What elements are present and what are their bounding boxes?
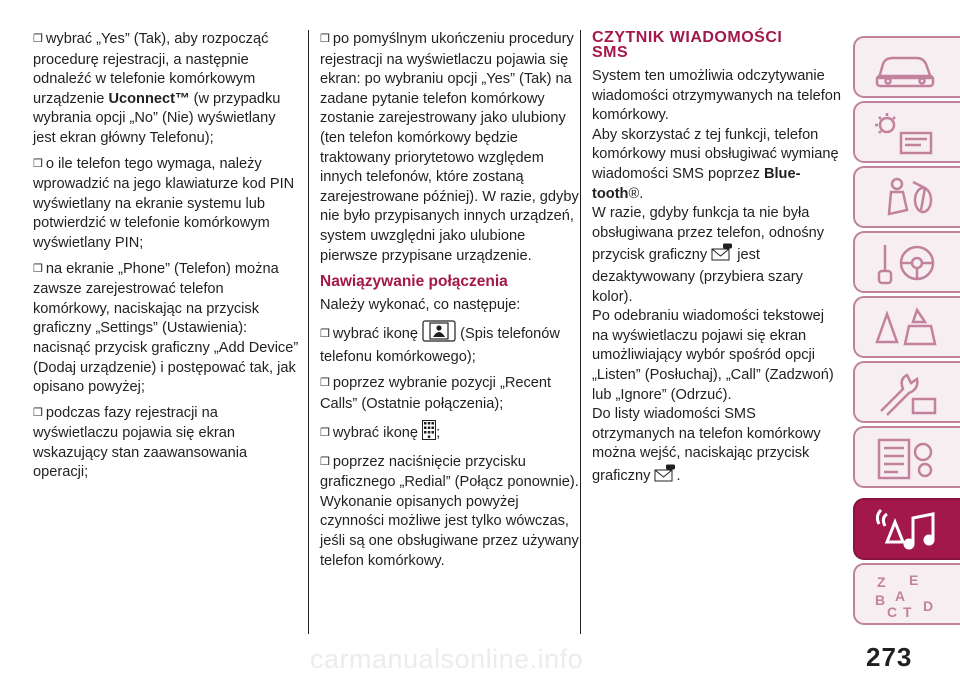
paragraph: Należy wykonać, co następuje: [320, 297, 521, 314]
paragraph: W razie, gdyby funkcja ta nie była obsługiwana przez telefon, odnośny przycisk graficzny jest dezaktywowany (przybiera szary kolor). [592, 205, 825, 305]
sms-envelope-icon [654, 464, 676, 489]
warning-triangle-icon [873, 306, 943, 352]
bullet-icon: ❒ [320, 327, 330, 340]
warning-lights-icon [873, 111, 943, 157]
svg-text:A: A [895, 588, 906, 604]
chapter-tab-starting[interactable] [853, 231, 960, 293]
section-heading-calling: Nawiązywanie połączenia [320, 273, 508, 291]
list-item: ❒ wybrać „Yes” (Tak), aby rozpocząć procedurę rejestracji, a następnie odnaleźć w telefonie komórkowym urządzenie Uconnect™ (w przypadku wybrania opcji „No” (Nie) wyświetlany jest ekran główny Telefonu); [33, 31, 281, 146]
svg-text:E: E [909, 573, 919, 588]
paragraph: Wykonanie opisanych powyżej czynności możliwe jest tylko wówczas, jeśli są one obsługiwane przez używany telefon komórkowy. [320, 493, 579, 569]
page-number: 273 [866, 642, 913, 672]
wrench-icon [873, 371, 943, 417]
chapter-tab-emergency[interactable] [853, 296, 960, 358]
svg-text:T: T [903, 604, 912, 619]
list-item: ❒ o ile telefon tego wymaga, należy wprowadzić na jego klawiaturze kod PIN wyświetlany na ekranie systemu lub potwierdzić w telefonie komórkowym wyświetlany PIN; [33, 155, 295, 251]
list-item: ❒ po pomyślnym ukończeniu procedury rejestracji na wyświetlaczu pojawia się ekran: po wybraniu opcji „Yes” (Tak) na zadane pytanie telefon komórkowy zostanie zarejestrowany jako ulubiony (ten telefon komórkowy będzie traktowany priorytetowo względem innych telefonów, które zostaną zarejestrowane później). W razie, gdyby nie było przypisanych innych urządzeń, system uwzględni jako ulubione pierwsze przypisane urządzenie. [320, 31, 579, 264]
text-column-2 [320, 30, 582, 571]
bullet-icon: ❒ [33, 262, 43, 275]
bullet-icon: ❒ [33, 33, 43, 45]
list-item: ❒ podczas fazy rejestracji na wyświetlaczu pojawia się ekran wskazujący stan zaawansowania operacji; [33, 404, 248, 481]
bullet-icon: ❒ [320, 455, 330, 468]
paragraph: System ten umożliwia odczytywanie wiadomości otrzymywanych na telefon komórkowy. [592, 68, 842, 124]
airbag-icon [873, 176, 943, 222]
section-heading-sms: CZYTNIK WIADOMOŚCI SMS [592, 29, 783, 61]
svg-text:Z: Z [877, 574, 886, 590]
keypad-icon [422, 420, 436, 447]
list-item: ❒ poprzez naciśnięcie przycisku graficznego „Redial” (Połącz ponownie). [320, 453, 579, 491]
text-column-3 [592, 30, 842, 488]
chapter-tab-lights[interactable] [853, 101, 960, 163]
column-divider [580, 30, 581, 634]
paragraph: Do listy wiadomości SMS otrzymanych na telefon komórkowy można wejść, naciskając przycisk graficzny . [592, 405, 842, 488]
svg-text:B: B [875, 592, 886, 608]
bullet-icon: ❒ [320, 376, 330, 389]
paragraph: Aby skorzystać z tej funkcji, telefon komórkowy musi obsługiwać wymianę wiadomości SMS poprzez Blue-tooth®. [592, 126, 839, 202]
chapter-tab-safety[interactable] [853, 166, 960, 228]
alphabet-index-icon [873, 573, 943, 619]
phonebook-icon [422, 320, 456, 349]
chapter-tab-specs[interactable] [853, 426, 960, 488]
chapter-tab-multimedia[interactable] [853, 498, 960, 560]
multimedia-icon [873, 508, 943, 554]
svg-text:D: D [923, 598, 934, 614]
checklist-gears-icon [873, 436, 943, 482]
list-item: ❒ wybrać ikonę ; [320, 420, 582, 447]
list-item: ❒ wybrać ikonę (Spis telefonów telefonu komórkowego); [320, 320, 582, 368]
bullet-icon: ❒ [320, 427, 330, 440]
svg-text:C: C [887, 604, 898, 619]
chapter-tab-index[interactable] [853, 563, 960, 625]
text-column-1 [33, 30, 301, 489]
bullet-icon: ❒ [33, 157, 43, 170]
bullet-icon: ❒ [33, 406, 43, 419]
chapter-tab-maintenance[interactable] [853, 361, 960, 423]
watermark: carmanualsonline.info [310, 644, 584, 674]
column-divider [308, 30, 309, 634]
paragraph: Po odebraniu wiadomości tekstowej na wyświetlaczu pojawi się ekran umożliwiający wybór spośród opcji „Listen” (Posłuchaj), „Call” (Zadzwoń) lub „Ignore” (Odrzuć). [592, 308, 834, 403]
key-steering-icon [873, 241, 943, 287]
bullet-icon: ❒ [320, 33, 330, 45]
chapter-tab-car[interactable] [853, 36, 960, 98]
sms-envelope-icon [711, 243, 733, 268]
list-item: ❒ na ekranie „Phone” (Telefon) można zawsze zarejestrować telefon komórkowy, naciskając na przycisk graficzny „Settings” (Ustawienia): nacisnąć przycisk graficzny „Add Device” (Dodaj urządzenie) i postępować tak, jak opisano powyżej; [33, 260, 299, 396]
list-item: ❒ poprzez wybranie pozycji „Recent Calls” (Ostatnie połączenia); [320, 374, 552, 412]
car-dashboard-icon [873, 46, 943, 92]
